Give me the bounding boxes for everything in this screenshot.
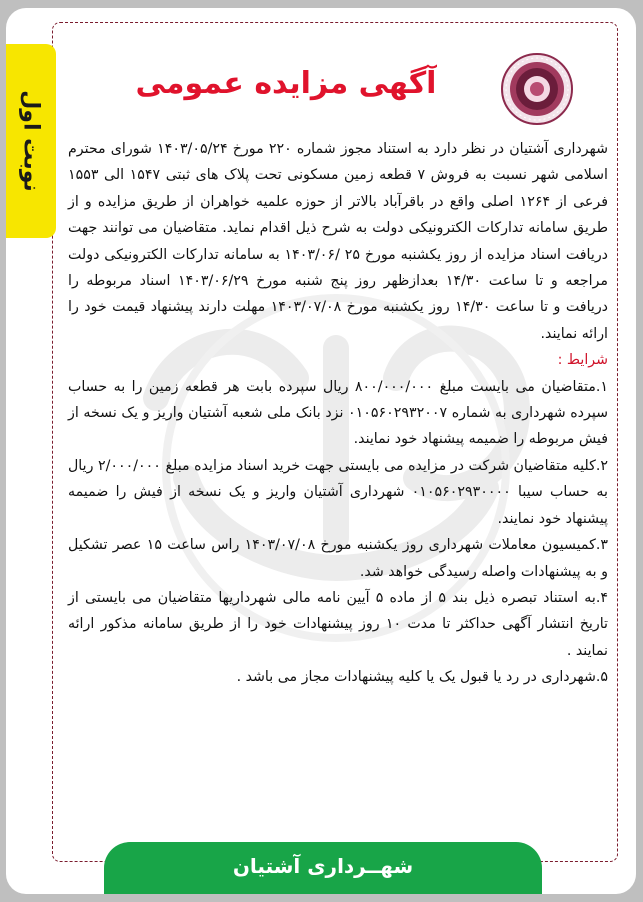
notice-card [6,8,636,894]
condition-item: ۲.کلیه متقاضیان شرکت در مزایده می بایستی جهت خرید اسناد مزایده مبلغ ۲/۰۰۰/۰۰۰ ریال به حساب سیبا ۰۱۰۵۶۰۲۹۳۰۰۰۰ شهرداری آشتیان واریز و یک نسخه از فیش را ضمیمه پیشنهاد خود نمایند. [68,457,608,527]
condition-item: ۵.شهرداری در رد یا قبول یک یا کلیه پیشنهادات مجاز می باشد . [236,669,608,686]
municipality-name: شهــرداری آشتیان [232,854,414,878]
notice-body [68,136,608,691]
condition-item: ۱.متقاضیان می بایست مبلغ ۸۰۰/۰۰۰/۰۰۰ ریال سپرده بابت هر قطعه زمین را به حساب سپرده شهرداری به شماره ۰۱۰۵۶۰۲۹۳۲۰۰۷ نزد بانک ملی شعبه آشتیان واریز و یک نسخه از فیش مربوطه را ضمیمه پیشنهاد خود نمایند. [68,378,608,448]
condition-item: ۳.کمیسیون معاملات شهرداری روز یکشنبه مورخ ۱۴۰۳/۰۷/۰۸ راس ساعت ۱۵ عصر تشکیل و به پیشنهادات واصله رسیدگی خواهد شد. [68,537,608,580]
municipality-banner [104,842,542,894]
edition-tab [6,44,56,238]
conditions-heading: شرایط : [557,352,608,369]
condition-item: ۴.به استناد تبصره ذیل بند ۵ از ماده ۵ آیین نامه مالی شهرداریها متقاضیان می بایستی از تاریخ انتشار آگهی حداکثر تا مدت ۱۰ روز پیشنهادات خود را از طریق سامانه مذکور ارائه نمایند . [68,589,608,659]
intro-paragraph: شهرداری آشتیان در نظر دارد به استناد مجوز شماره ۲۲۰ مورخ ۱۴۰۳/۰۵/۲۴ شورای محترم اسلامی شهر نسبت به فروش ۷ قطعه زمین مسکونی تحت پلاک های ثبتی ۱۵۴۷ الی ۱۵۵۳ فرعی از ۱۲۶۴ اصلی واقع در باقرآباد بالاتر از حوزه علمیه خواهران از طریق مزایده و از طریق سامانه تدارکات الکترونیکی دولت به شرح ذیل اقدام نماید. متقاضیان می توانند جهت دریافت اسناد مزایده از روز یکشنبه مورخ ۲۵ /۱۴۰۳/۰۶ به سامانه تدارکات الکترونیکی دولت مراجعه و تا ساعت ۱۴/۳۰ بعدازظهر روز پنج شنبه مورخ ۱۴۰۳/۰۶/۲۹ اسناد مربوطه را دریافت و تا ساعت ۱۴/۳۰ روز یکشنبه مورخ ۱۴۰۳/۰۷/۰۸ مهلت دارند پیشنهاد قیمت خود را ارائه نمایند. [68,141,609,342]
municipality-emblem-icon [500,52,574,126]
notice-title: آگهی مزایده عمومی [135,66,437,101]
edition-label: نوبت اول [18,90,44,192]
